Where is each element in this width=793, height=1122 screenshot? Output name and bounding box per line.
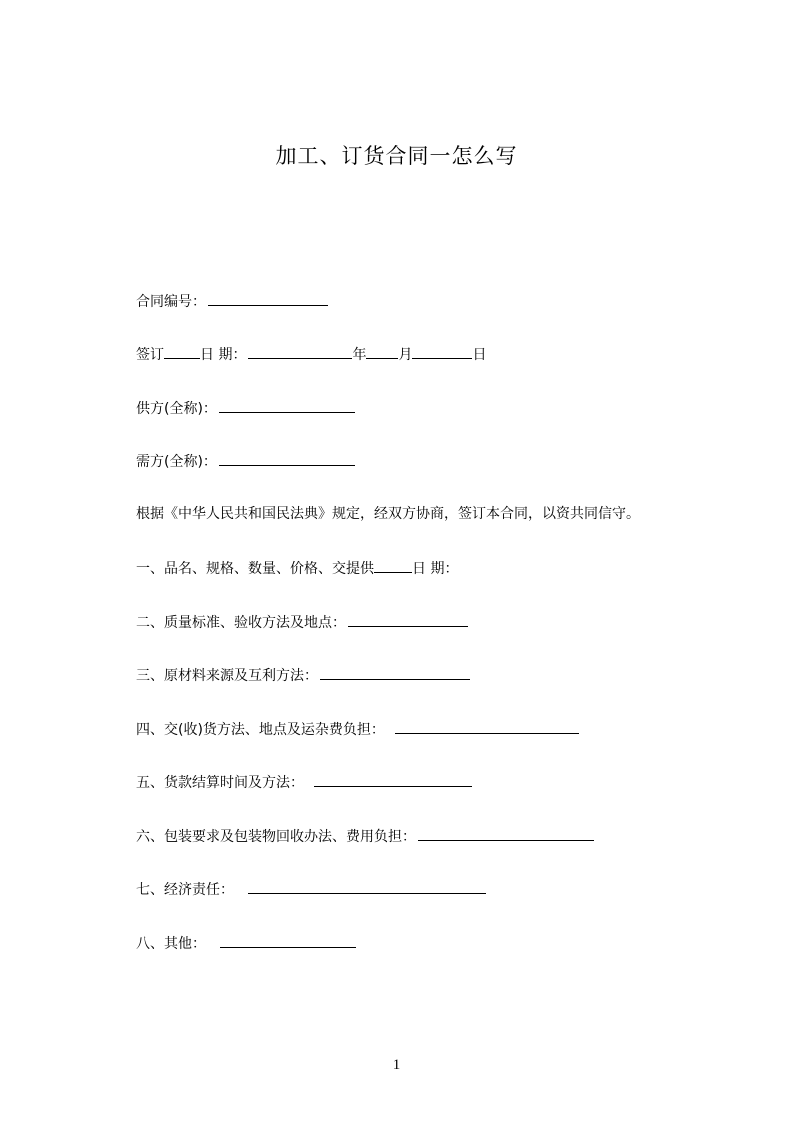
clause-5-line (136, 771, 472, 793)
clause-8-blank[interactable] (220, 932, 356, 948)
signing-day-blank[interactable] (412, 343, 472, 359)
contract-number-label: 合同编号： (136, 294, 206, 310)
contract-number-blank[interactable] (208, 290, 328, 306)
signing-date-label: 日 期： (200, 347, 247, 363)
signing-month-blank[interactable] (366, 343, 398, 359)
clause-4-blank[interactable] (395, 718, 579, 734)
document-title: 加工、订货合同一怎么写 (275, 144, 518, 168)
signing-blank[interactable] (164, 343, 200, 359)
clause-7-blank[interactable] (248, 878, 486, 894)
signing-label-start: 签订 (136, 347, 164, 363)
clause-2-blank[interactable] (348, 611, 468, 627)
supplier-label: 供方(全称)： (136, 401, 217, 417)
clause-7-line (136, 878, 486, 900)
buyer-blank[interactable] (219, 450, 355, 466)
clause-3-label: 三、原材料来源及互利方法： (136, 668, 318, 684)
clause-3-blank[interactable] (320, 664, 470, 680)
clause-2-label: 二、质量标准、验收方法及地点： (136, 615, 346, 631)
year-label: 年 (352, 347, 367, 363)
clause-8-label: 八、其他： (136, 936, 206, 952)
clause-7-label: 七、经济责任： (136, 882, 234, 898)
month-label: 月 (398, 347, 413, 363)
preamble-text: 根据《中华人民共和国民法典》规定，经双方协商，签订本合同，以资共同信守。 (136, 506, 640, 522)
clause-1-label: 一、品名、规格、数量、价格、交提供 (136, 561, 374, 577)
clause-8-line (136, 932, 356, 954)
signing-year-blank[interactable] (248, 343, 352, 359)
supplier-blank[interactable] (219, 397, 355, 413)
preamble-line (136, 504, 640, 524)
supplier-line (136, 397, 355, 419)
clause-3-line (136, 664, 470, 686)
day-label: 日 (472, 347, 487, 363)
clause-6-blank[interactable] (418, 825, 594, 841)
page-number: 1 (392, 1057, 401, 1073)
clause-1-blank[interactable] (374, 557, 412, 573)
clause-4-line (136, 718, 579, 740)
contract-number-line (136, 290, 328, 312)
clause-6-label: 六、包装要求及包装物回收办法、费用负担： (136, 829, 416, 845)
clause-6-line (136, 825, 594, 847)
buyer-line (136, 450, 355, 472)
clause-5-blank[interactable] (314, 771, 472, 787)
clause-2-line (136, 611, 468, 633)
clause-1-suffix: 日 期： (412, 561, 459, 577)
buyer-label: 需方(全称)： (136, 454, 217, 470)
clause-5-label: 五、货款结算时间及方法： (136, 775, 304, 791)
signing-date-line (136, 343, 486, 365)
clause-1-line (136, 557, 458, 579)
clause-4-label: 四、交(收)货方法、地点及运杂费负担： (136, 722, 385, 738)
